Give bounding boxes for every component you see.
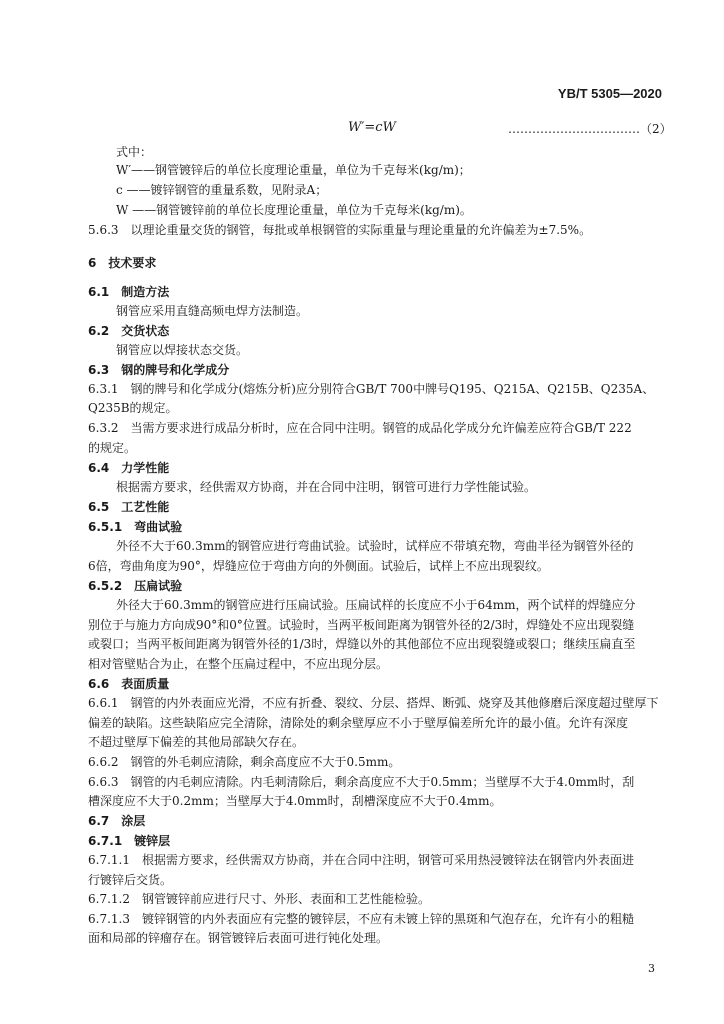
section-heading: 6.5.1 弯曲试验 bbox=[88, 520, 183, 534]
text-line: 别位于与施力方向成90°和0°位置。试验时，当两平板间距离为钢管外径的2/3时，焊缝处不应出现裂缝 bbox=[88, 618, 635, 632]
page-number: 3 bbox=[648, 962, 655, 975]
text-line: 6.7.1.3 镀锌钢管的内外表面应有完整的镀锌层，不应有未镀上锌的黑斑和气泡存在，允许有小的粗糙 bbox=[88, 912, 634, 926]
text-line: Q235B的规定。 bbox=[88, 401, 178, 415]
text-line: W ——钢管镀锌前的单位长度理论重量，单位为千克每米(kg/m)。 bbox=[116, 203, 472, 217]
text-line: c ——镀锌钢管的重量系数，见附录A； bbox=[116, 183, 328, 197]
text-line: 行镀锌后交货。 bbox=[88, 873, 173, 887]
text-line: 6倍，弯曲角度为90°，焊缝应位于弯曲方向的外侧面。试验后，试样上不应出现裂纹。 bbox=[88, 559, 549, 573]
text-line: 根据需方要求，经供需双方协商，并在合同中注明，钢管可进行力学性能试验。 bbox=[116, 480, 537, 494]
section-heading: 6 技术要求 bbox=[88, 256, 157, 270]
text-line: 偏差的缺陷。这些缺陷应完全清除，清除处的剩余壁厚应不小于壁厚偏差所允许的最小值。允许有深度 bbox=[88, 716, 629, 730]
section-heading: 6.4 力学性能 bbox=[88, 461, 170, 475]
text-line: 面和局部的锌瘤存在。钢管镀锌后表面可进行钝化处理。 bbox=[88, 931, 389, 945]
section-heading: 6.1 制造方法 bbox=[88, 285, 170, 299]
section-heading: 6.2 交货状态 bbox=[88, 324, 170, 338]
section-heading: 6.3 钢的牌号和化学成分 bbox=[88, 363, 230, 377]
section-heading: 6.6 表面质量 bbox=[88, 677, 170, 691]
text-line: 6.6.3 钢管的内毛刺应清除。内毛刺清除后，剩余高度应不大于0.5mm；当壁厚不大于4.0mm时，刮 bbox=[88, 775, 635, 789]
section-heading: 6.7 涂层 bbox=[88, 814, 146, 828]
text-line: W′——钢管镀锌后的单位长度理论重量，单位为千克每米(kg/m)； bbox=[116, 163, 471, 177]
text-line: 6.6.2 钢管的外毛刺应清除，剩余高度应不大于0.5mm。 bbox=[88, 755, 401, 769]
section-heading: 6.5.2 压扁试验 bbox=[88, 579, 183, 593]
text-line: 槽深度应不大于0.2mm；当壁厚大于4.0mm时，刮槽深度应不大于0.4mm。 bbox=[88, 794, 502, 808]
section-heading: 6.5 工艺性能 bbox=[88, 500, 170, 514]
text-line: 6.6.1 钢管的内外表面应光滑，不应有折叠、裂纹、分层、搭焊、断弧、烧穿及其他修磨后深度超过壁厚下 bbox=[88, 696, 659, 710]
text-line: 6.7.1.1 根据需方要求，经供需双方协商，并在合同中注明，钢管可采用热浸镀锌法在钢管内外表面进 bbox=[88, 853, 634, 867]
text-line: 外径大于60.3mm的钢管应进行压扁试验。压扁试样的长度应不小于64mm，两个试样的焊缝应分 bbox=[116, 598, 636, 612]
text-line: 钢管应以焊接状态交货。 bbox=[116, 343, 249, 357]
text-line: 5.6.3 以理论重量交货的钢管，每批或单根钢管的实际重量与理论重量的允许偏差为±7.5%。 bbox=[88, 223, 592, 237]
section-heading: 6.7.1 镀锌层 bbox=[88, 834, 171, 848]
text-line: 外径不大于60.3mm的钢管应进行弯曲试验。试验时，试样应不带填充物，弯曲半径为钢管外径的 bbox=[116, 539, 634, 553]
formula: W′=cW bbox=[348, 120, 396, 135]
text-line: 的规定。 bbox=[88, 441, 137, 455]
text-line: 相对管壁贴合为止，在整个压扁过程中，不应出现分层。 bbox=[88, 657, 389, 671]
text-line: 钢管应采用直缝高频电焊方法制造。 bbox=[116, 304, 309, 318]
text-line: 不超过壁厚下偏差的其他局部缺欠存在。 bbox=[88, 735, 305, 749]
formula-number: ……………………………（2） bbox=[508, 122, 672, 136]
text-line: 式中： bbox=[116, 145, 153, 159]
text-line: 6.3.1 钢的牌号和化学成分(熔炼分析)应分别符合GB/T 700中牌号Q195、Q215A、Q215B、Q235A、 bbox=[88, 382, 655, 396]
text-line: 6.7.1.2 钢管镀锌前应进行尺寸、外形、表面和工艺性能检验。 bbox=[88, 892, 430, 906]
text-line: 6.3.2 当需方要求进行成品分析时，应在合同中注明。钢管的成品化学成分允许偏差应符合GB/T 222 bbox=[88, 421, 632, 435]
text-line: 或裂口；当两平板间距离为钢管外径的1/3时，焊缝以外的其他部位不应出现裂缝或裂口；继续压扁直至 bbox=[88, 637, 636, 651]
standard-code: YB/T 5305—2020 bbox=[557, 86, 662, 101]
